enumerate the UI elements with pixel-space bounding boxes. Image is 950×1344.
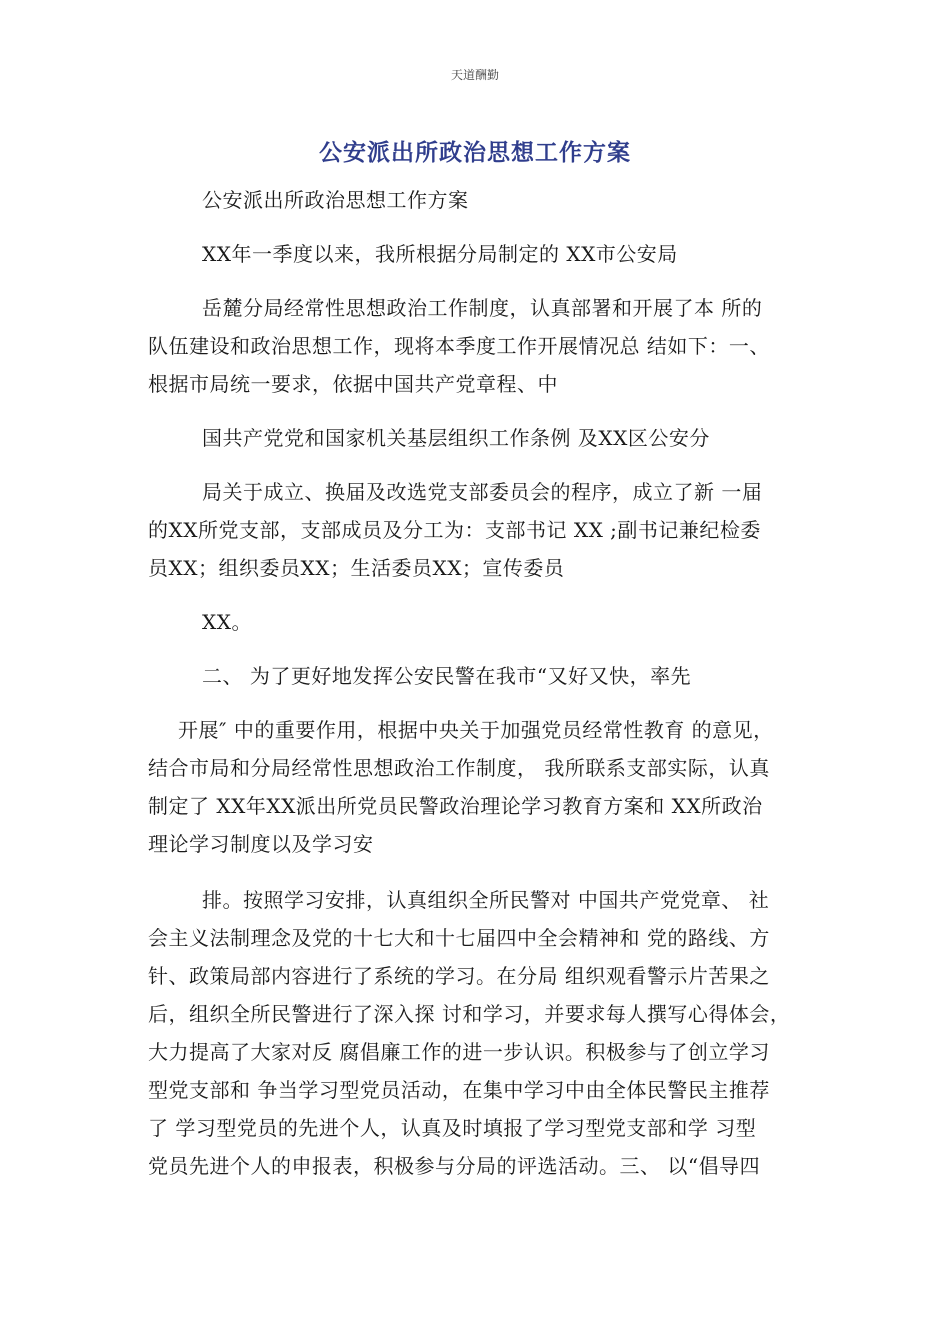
body-line: 局关于成立、换届及改选党支部委员会的程序，成立了新 一届 [202,480,763,504]
body-line: 排。按照学习安排，认真组织全所民警对 中国共产党党章、 社 [202,888,770,912]
body-line: 开展″ 中的重要作用，根据中央关于加强党员经常性教育 的意见， [178,718,774,742]
document-title: 公安派出所政治思想工作方案 [319,140,631,166]
body-line: 根据市局统一要求，依据中国共产党章程、中 [148,372,558,396]
body-line: 的XX所党支部，支部成员及分工为：支部书记 XX ;副书记兼纪检委 [148,518,761,542]
body-line: 后，组织全所民警进行了深入探 讨和学习，并要求每人撰写心得体会， [148,1002,791,1026]
body-line: 型党支部和 争当学习型党员活动，在集中学习中由全体民警民主推荐 [148,1078,770,1102]
body-line: 国共产党党和国家机关基层组织工作条例 及XX区公安分 [202,426,710,450]
body-line: 针、政策局部内容进行了系统的学习。在分局 组织观看警示片苦果之 [148,964,770,988]
body-line: 大力提高了大家对反 腐倡廉工作的进一步认识。积极参与了创立学习 [148,1040,770,1064]
body-line: 了 学习型党员的先进个人，认真及时填报了学习型党支部和学 习型 [148,1116,757,1140]
body-line: 结合市局和分局经常性思想政治工作制度， 我所联系支部实际，认真 [148,756,770,780]
page-header: 天道酬勤 [450,68,499,82]
body-line: XX年一季度以来，我所根据分局制定的 XX市公安局 [202,242,678,266]
body-line: 会主义法制理念及党的十七大和十七届四中全会精神和 党的路线、方 [148,926,770,950]
body-line: 制定了 XX年XX派出所党员民警政治理论学习教育方案和 XX所政治 [148,794,763,818]
body-line: 党员先进个人的申报表，积极参与分局的评选活动。三、 以“倡导四 [148,1154,761,1178]
body-line: 员XX；组织委员XX；生活委员XX；宣传委员 [148,556,565,580]
body-line: XX。 [202,610,252,634]
body-line: 二、 为了更好地发挥公安民警在我市“又好又快，率先 [202,664,692,688]
body-line: 队伍建设和政治思想工作，现将本季度工作开展情况总 结如下：一、 [148,334,770,358]
body-line: 岳麓分局经常性思想政治工作制度，认真部署和开展了本 所的 [202,296,763,320]
body-line: 公安派出所政治思想工作方案 [202,188,469,212]
body-line: 理论学习制度以及学习安 [148,832,374,856]
